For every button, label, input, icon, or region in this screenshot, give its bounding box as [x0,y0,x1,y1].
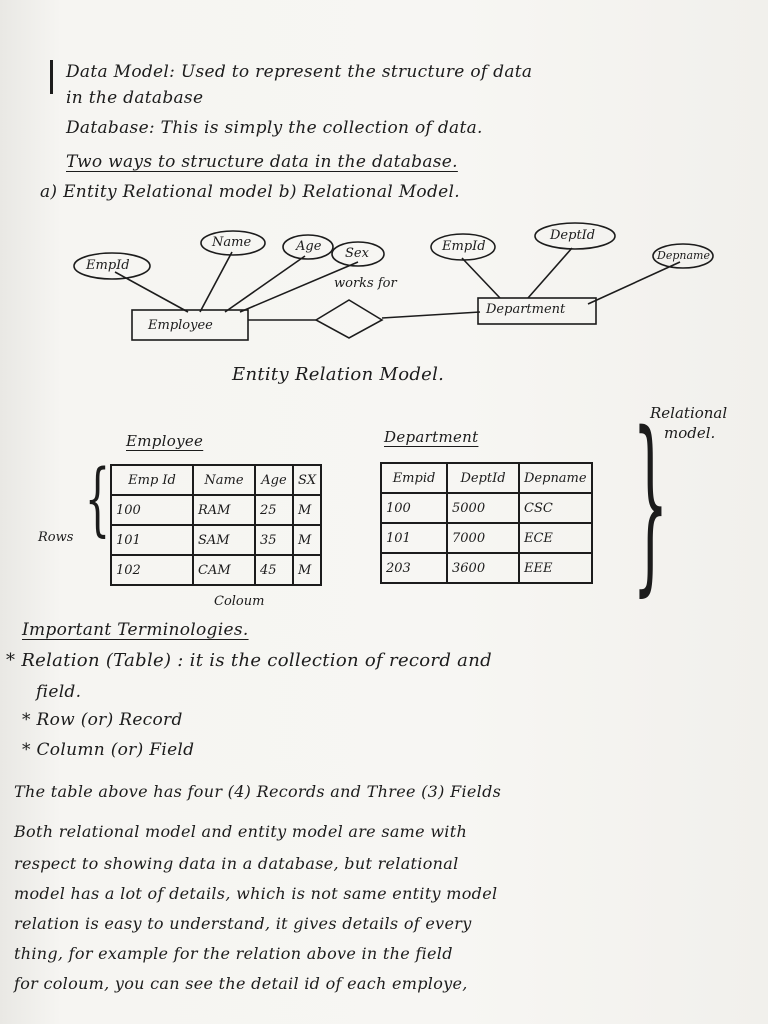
employee-col-name: Name [193,465,255,495]
employee-col-sex: SX [293,465,321,495]
table-row [381,493,592,523]
note-line-2: Database: This is simply the collection of data. [66,118,483,138]
department-col-empid: Empid [381,463,447,493]
paragraph-line-7: for coloum, you can see the detail id of each employe, [14,974,468,993]
rows-brace: { [84,452,111,545]
cell: M [293,495,321,525]
cell: 100 [381,493,447,523]
rows-label: Rows [38,530,74,545]
department-table [380,462,593,584]
table-row [381,553,592,583]
relational-label-1: Relational [650,404,728,422]
cell: 5000 [447,493,519,523]
employee-col-empid: Emp Id [111,465,193,495]
terminology-heading: Important Terminologies. [22,620,249,640]
cell: 100 [111,495,193,525]
er-department-label: Department [486,302,566,317]
terminology-item-1: * Relation (Table) : it is the collection of record and [6,650,492,671]
paragraph-line-6: thing, for example for the relation above in the field [14,944,453,963]
department-col-depname: Depname [519,463,592,493]
er-attr-empid: EmpId [86,258,130,273]
note-line-1b: in the database [66,88,204,108]
department-table-header-row [381,463,592,493]
cell: 102 [111,555,193,585]
er-attr-age: Age [296,239,322,254]
er-attr-name: Name [212,235,252,250]
paragraph-line-1: The table above has four (4) Records and Three (3) Fields [14,782,502,801]
works-for-diamond [316,300,382,338]
employee-table-header-row [111,465,321,495]
cell: 3600 [447,553,519,583]
cell: CAM [193,555,255,585]
er-dept-attr-depname: Depname [657,249,710,262]
department-table-title: Department [384,428,479,446]
cell: SAM [193,525,255,555]
cell: M [293,555,321,585]
note-line-1: Data Model: Used to represent the structure of data [66,62,533,82]
employee-table-title: Employee [126,432,204,450]
paragraph-line-5: relation is easy to understand, it gives details of every [14,914,472,933]
paragraph-line-2: Both relational model and entity model are same with [14,822,468,841]
cell: EEE [519,553,592,583]
er-relationship-label: works for [334,276,397,291]
paragraph-line-3: respect to showing data in a database, but relational [14,854,459,873]
er-dept-attr-deptid: DeptId [550,228,596,243]
cell: 45 [255,555,293,585]
cell: 203 [381,553,447,583]
relational-brace: } [632,392,669,613]
note-line-4: a) Entity Relational model b) Relational Model. [40,182,460,202]
cell: 35 [255,525,293,555]
cell: ECE [519,523,592,553]
cell: 101 [111,525,193,555]
relational-label-2: model. [664,424,716,442]
er-caption: Entity Relation Model. [232,364,445,385]
cell: M [293,525,321,555]
note-line-3: Two ways to structure data in the database. [66,152,458,172]
er-dept-attr-empid: EmpId [442,239,486,254]
cell: 7000 [447,523,519,553]
terminology-item-1b: field. [36,682,82,702]
employee-table [110,464,322,586]
table-row [381,523,592,553]
table-row [111,555,321,585]
terminology-item-2: * Row (or) Record [22,710,183,730]
er-employee-label: Employee [148,318,213,333]
column-label: Coloum [214,594,265,609]
paragraph-line-4: model has a lot of details, which is not same entity model [14,884,498,903]
table-row [111,525,321,555]
department-col-deptid: DeptId [447,463,519,493]
cell: CSC [519,493,592,523]
table-row [111,495,321,525]
er-attr-sex: Sex [345,246,369,261]
employee-col-age: Age [255,465,293,495]
terminology-item-3: * Column (or) Field [22,740,195,760]
cell: RAM [193,495,255,525]
er-diagram [0,0,768,400]
cell: 25 [255,495,293,525]
cell: 101 [381,523,447,553]
